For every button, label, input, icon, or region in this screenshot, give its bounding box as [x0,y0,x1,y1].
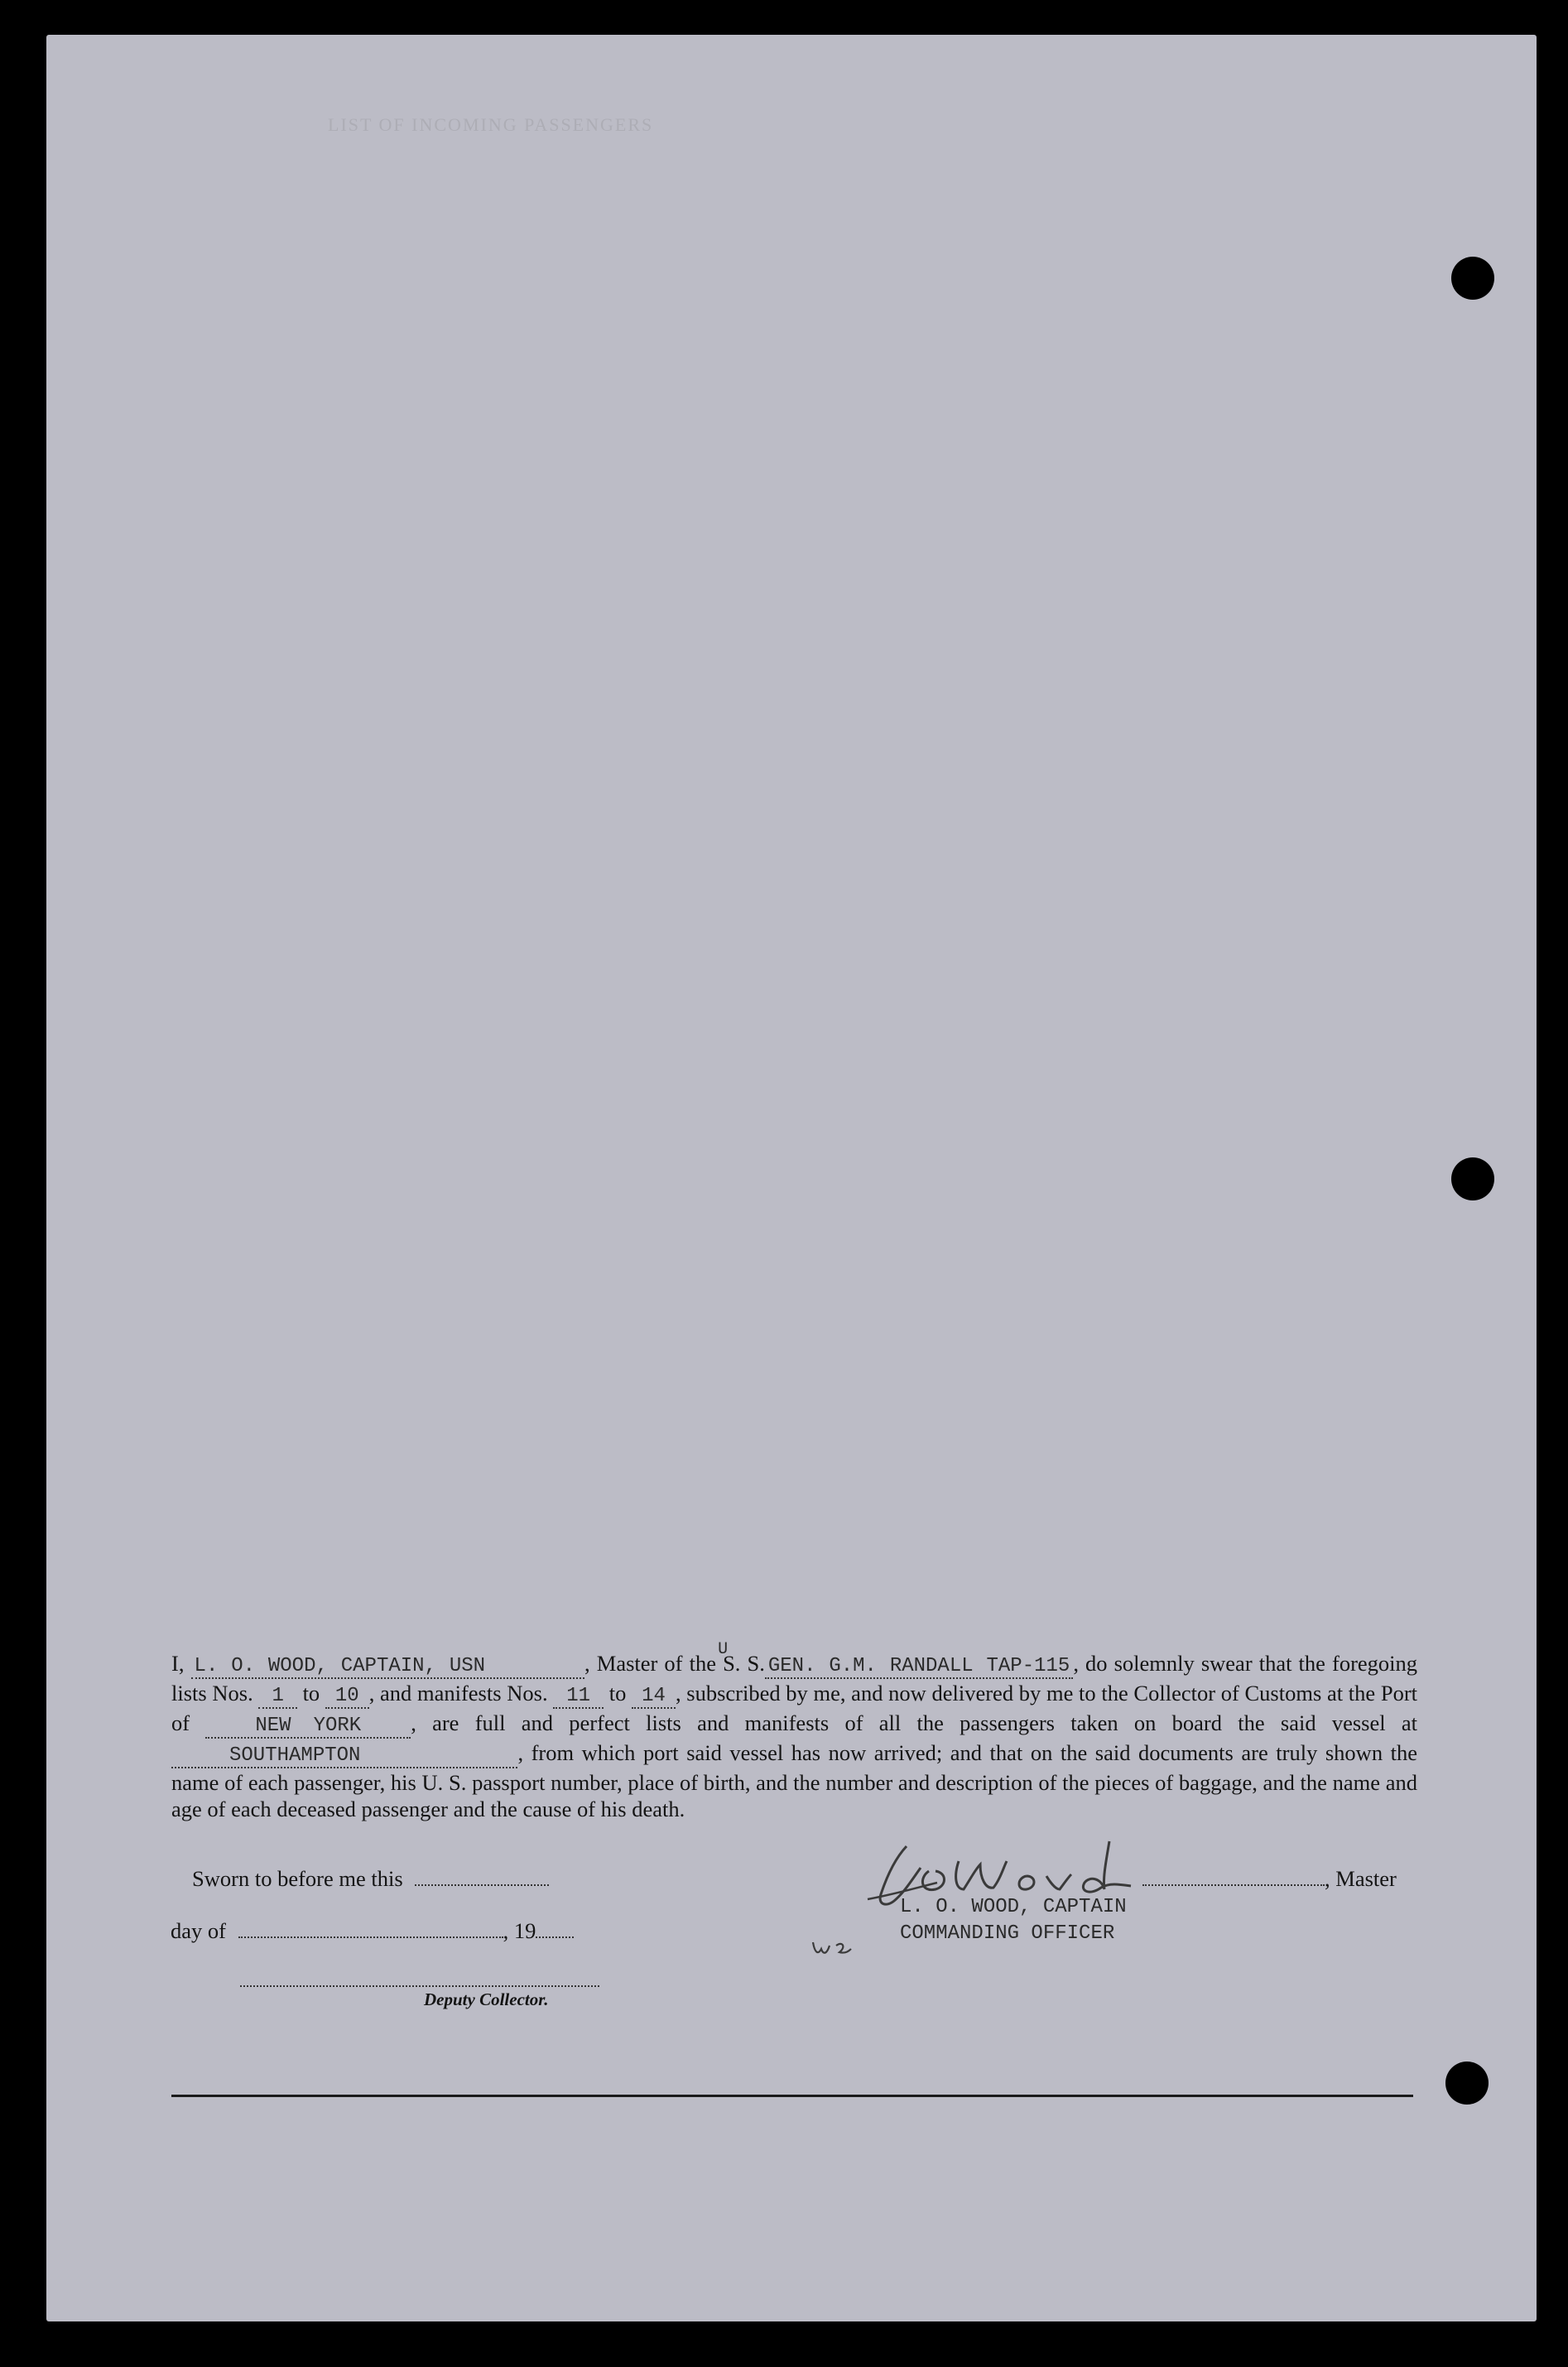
day-of-blank [238,1922,503,1938]
vessel-prefix: S. S. [723,1651,765,1676]
punch-hole-top [1451,257,1494,300]
port-field: NEW YORK [205,1715,411,1739]
bottom-rule [171,2095,1413,2097]
manifests-to-field: 14 [632,1685,676,1709]
vessel-prefix-wrap [718,1640,765,1677]
master-of-text: , Master of the [584,1651,716,1676]
oath-paragraph [171,1640,1418,1822]
vessel-name-field: GEN. G.M. RANDALL TAP-115 [765,1655,1073,1679]
and-manifests-text: , and manifests Nos. [368,1681,548,1705]
typed-master-title: COMMANDING OFFICER [900,1922,1115,1945]
full-perfect-text: , are full and perfect lists and manifests of all the passengers taken on board the said vessel at [411,1710,1417,1735]
departure-port-field: SOUTHAMPTON [171,1744,517,1768]
sworn-row [192,1866,549,1892]
punch-hole-middle [1451,1157,1494,1200]
day-of-row [171,1918,574,1944]
to-text-2: to [608,1681,627,1705]
handwritten-initials [810,1931,859,1964]
master-signature-row [1142,1866,1397,1892]
deputy-signature-line [240,1985,599,1987]
swear-text: , do solemnly swear that the foregoing lists Nos. [171,1651,1418,1705]
closing-text: , from which port said vessel has now arrived; and that on the said documents are truly shown the name of each passenger, his U. S. passport number, place of birth, and the number and description of the pieces of baggage, and the name and age of each deceased passenger and the cause of his death. [171,1740,1417,1821]
sworn-label: Sworn to before me this [192,1866,403,1891]
document-page [46,35,1537,2321]
master-signature-blank [1142,1869,1325,1886]
lists-from-field: 1 [258,1685,296,1709]
oath-intro: I, [171,1651,185,1676]
sworn-date-blank [415,1869,549,1886]
manifests-from-field: 11 [553,1685,604,1709]
bleed-through-header: LIST OF INCOMING PASSENGERS [328,114,654,135]
year-prefix: , 19 [503,1918,536,1943]
year-blank [536,1922,574,1938]
deputy-collector-label: Deputy Collector. [424,1989,549,2009]
delivered-text: , subscribed by me, and now delivered by me to the Collector of Customs at the Port of [171,1681,1418,1735]
typed-master-name: L. O. WOOD, CAPTAIN [900,1896,1127,1918]
vessel-prefix-superscript: U [718,1640,729,1659]
punch-hole-bottom [1445,2062,1489,2105]
to-text-1: to [302,1681,320,1705]
day-of-label: day of [171,1918,226,1943]
master-label: , Master [1325,1866,1397,1891]
lists-to-field: 10 [325,1685,369,1709]
master-name-field: L. O. WOOD, CAPTAIN, USN [191,1655,585,1679]
